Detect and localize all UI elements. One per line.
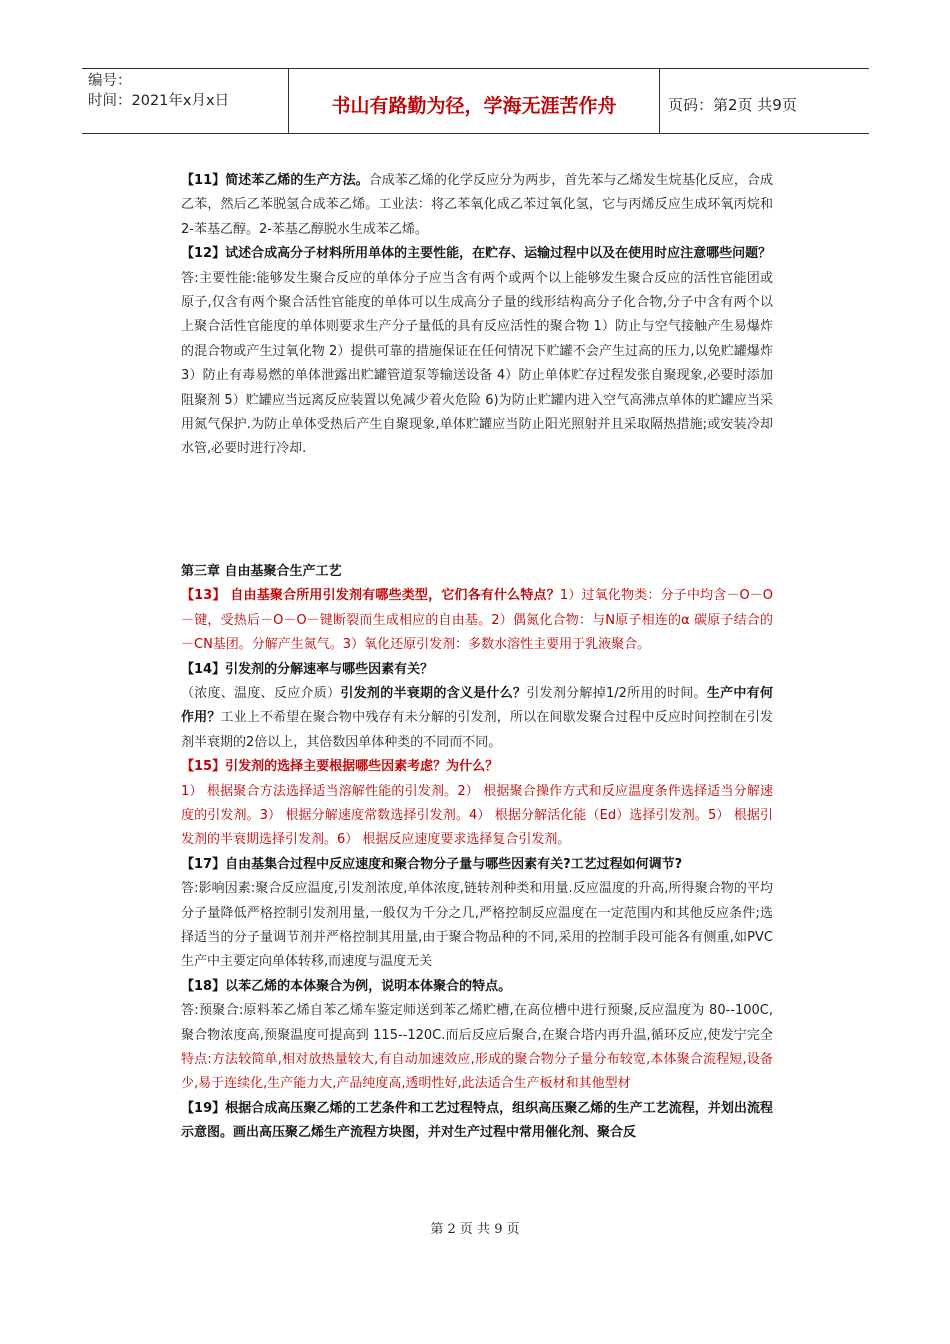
q12-answer: 答:主要性能:能够发生聚合反应的单体分子应当含有两个或两个以上能够发生聚合反应的活性官能团或原子,仅含有两个聚合活性官能度的单体可以生成高分子量的线形结构高分子化合物,分子中含有两个以上聚合活性官能度的单体则要求生产分子量低的具有反应活性的聚合物 1）防止与空气接触产生易爆炸的混合物或产生过氧化物 2）提供可靠的措施保证在任何情况下贮罐不会产生过高的压力,以免贮罐爆炸 3）防止有毒易燃的单体泄露出贮罐管道泵等输送设备 4）防止单体贮存过程发张自聚现象,必要时添加阻聚剂 5）贮罐应当远离反应装置以免减少着火危险 6)为防止贮罐内进入空气高沸点单体的贮罐应当采用氮气保护.为防止单体受热后产生自聚现象,单体贮罐应当防止阳光照射并且采取隔热措施;或安装冷却水管,必要时进行冷却. xyxy=(181,270,773,457)
q13-answer: 1）过氧化物类：分子中均含－O－O－键，受热后－O－O－键断裂而生成相应的自由基。2）偶氮化合物：与N原子相连的α 碳原子结合的－CN基团。分解产生氮气。3）氧化还原引发剂：多数水溶性主要用于乳液聚合。 xyxy=(181,588,773,653)
q14-halflife-question: 引发剂的半衰期的含义是什么？ xyxy=(340,685,527,701)
q11-question: 简述苯乙烯的生产方法。 xyxy=(225,173,369,188)
header-meta xyxy=(82,69,288,133)
chapter-title: 第三章 自由基聚合生产工艺 xyxy=(181,563,342,579)
q14-halflife-answer: 引发剂分解掉1/2所用的时间。 xyxy=(526,685,707,701)
q11-answer: 合成苯乙烯的化学反应分为两步，首先苯与乙烯发生烷基化反应，合成乙苯，然后乙苯脱氢合成苯乙烯。工业法：将乙苯氧化成乙苯过氧化氢，它与丙烯反应生成环氧丙烷和2-苯基乙醇。2-苯基乙醇脱水生成苯乙烯。 xyxy=(181,173,773,237)
doc-date: 时间：2021年x月x日 xyxy=(88,93,230,109)
q11-tag: 【11】 xyxy=(181,173,226,188)
q18-paragraph xyxy=(181,999,773,1097)
q18-features: 特点:方法较简单,相对放热量较大,有自动加速效应,形成的聚合物分子量分布较宽,本体聚合流程短,设备少,易于连续化,生产能力大,产品纯度高,透明性好,此法适合生产板材和其他型材 xyxy=(181,1052,773,1092)
q14-question: 【14】引发剂的分解速率与哪些因素有关？ xyxy=(181,661,434,677)
q11-paragraph xyxy=(181,169,773,242)
q19-question: 【19】根据合成高压聚乙烯的工艺条件和工艺过程特点，组织高压聚乙烯的生产工艺流程，并划出流程示意图。画出高压聚乙烯生产流程方块图，并对生产过程中常用催化剂、聚合反 xyxy=(181,1100,773,1141)
q15-answer: 1） 根据聚合方法选择适当溶解性能的引发剂。2） 根据聚合操作方式和反应温度条件选择适当分解速度的引发剂。3） 根据分解速度常数选择引发剂。4） 根据分解活化能（Ed）选择引发剂。5） 根据引发剂的半衰期选择引发剂。6） 根据反应速度要求选择复合引发剂。 xyxy=(181,783,773,848)
section-gap xyxy=(181,462,773,560)
q14-paragraph xyxy=(181,682,773,755)
q14-role-answer: 工业上不希望在聚合物中残存有未分解的引发剂，所以在间歇发聚合过程中反应时间控制在引发剂半衰期的2倍以上，其倍数因单体种类的不同而不同。 xyxy=(181,710,773,750)
doc-number-label: 编号： xyxy=(88,73,132,89)
q14-role-question: 生产中有何作用？ xyxy=(181,685,773,726)
document-body xyxy=(181,169,773,1146)
q17-question: 【17】自由基集合过程中反应速度和聚合物分子量与哪些因素有关?工艺过程如何调节? xyxy=(181,856,683,872)
q13-question: 【13】 自由基聚合所用引发剂有哪些类型，它们各有什么特点？ xyxy=(181,588,560,604)
q18-answer: 答:预聚合:原料苯乙烯自苯乙烯车鉴定师送到苯乙烯贮槽,在高位槽中进行预聚,反应温度为 80--100C,聚合物浓度高,预聚温度可提高到 115--120C.而后反应后聚合,在聚合塔内再升温,循环反应,使发宁完全 xyxy=(181,1003,773,1043)
page-footer: 第 2 页 共 9 页 xyxy=(430,1222,520,1237)
header-motto: 书山有路勤为径，学海无涯苦作舟 xyxy=(288,69,660,133)
q18-question: 【18】以苯乙烯的本体聚合为例，说明本体聚合的特点。 xyxy=(181,978,512,994)
q12-question: 【12】试述合成高分子材料所用单体的主要性能，在贮存、运输过程中以及在使用时应注意哪些问题？ xyxy=(181,246,772,262)
page-header xyxy=(82,68,869,134)
header-page-info: 页码：第2页 共9页 xyxy=(668,95,797,114)
q14-factors: （浓度、温度、反应介质） xyxy=(181,685,341,701)
q17-answer: 答:影响因素:聚合反应温度,引发剂浓度,单体浓度,链转剂种类和用量.反应温度的升高,所得聚合物的平均分子量降低严格控制引发剂用量,一般仅为千分之几,严格控制反应温度在一定范围内和其他反应条件;选择适当的分子量调节剂并严格控制其用量,由于聚合物品种的不同,采用的控制手段可能各有侧重,如PVC生产中主要定向单体转移,而速度与温度无关 xyxy=(181,881,773,970)
q15-question: 【15】引发剂的选择主要根据哪些因素考虑？为什么？ xyxy=(181,759,499,775)
q13-paragraph xyxy=(181,584,773,657)
